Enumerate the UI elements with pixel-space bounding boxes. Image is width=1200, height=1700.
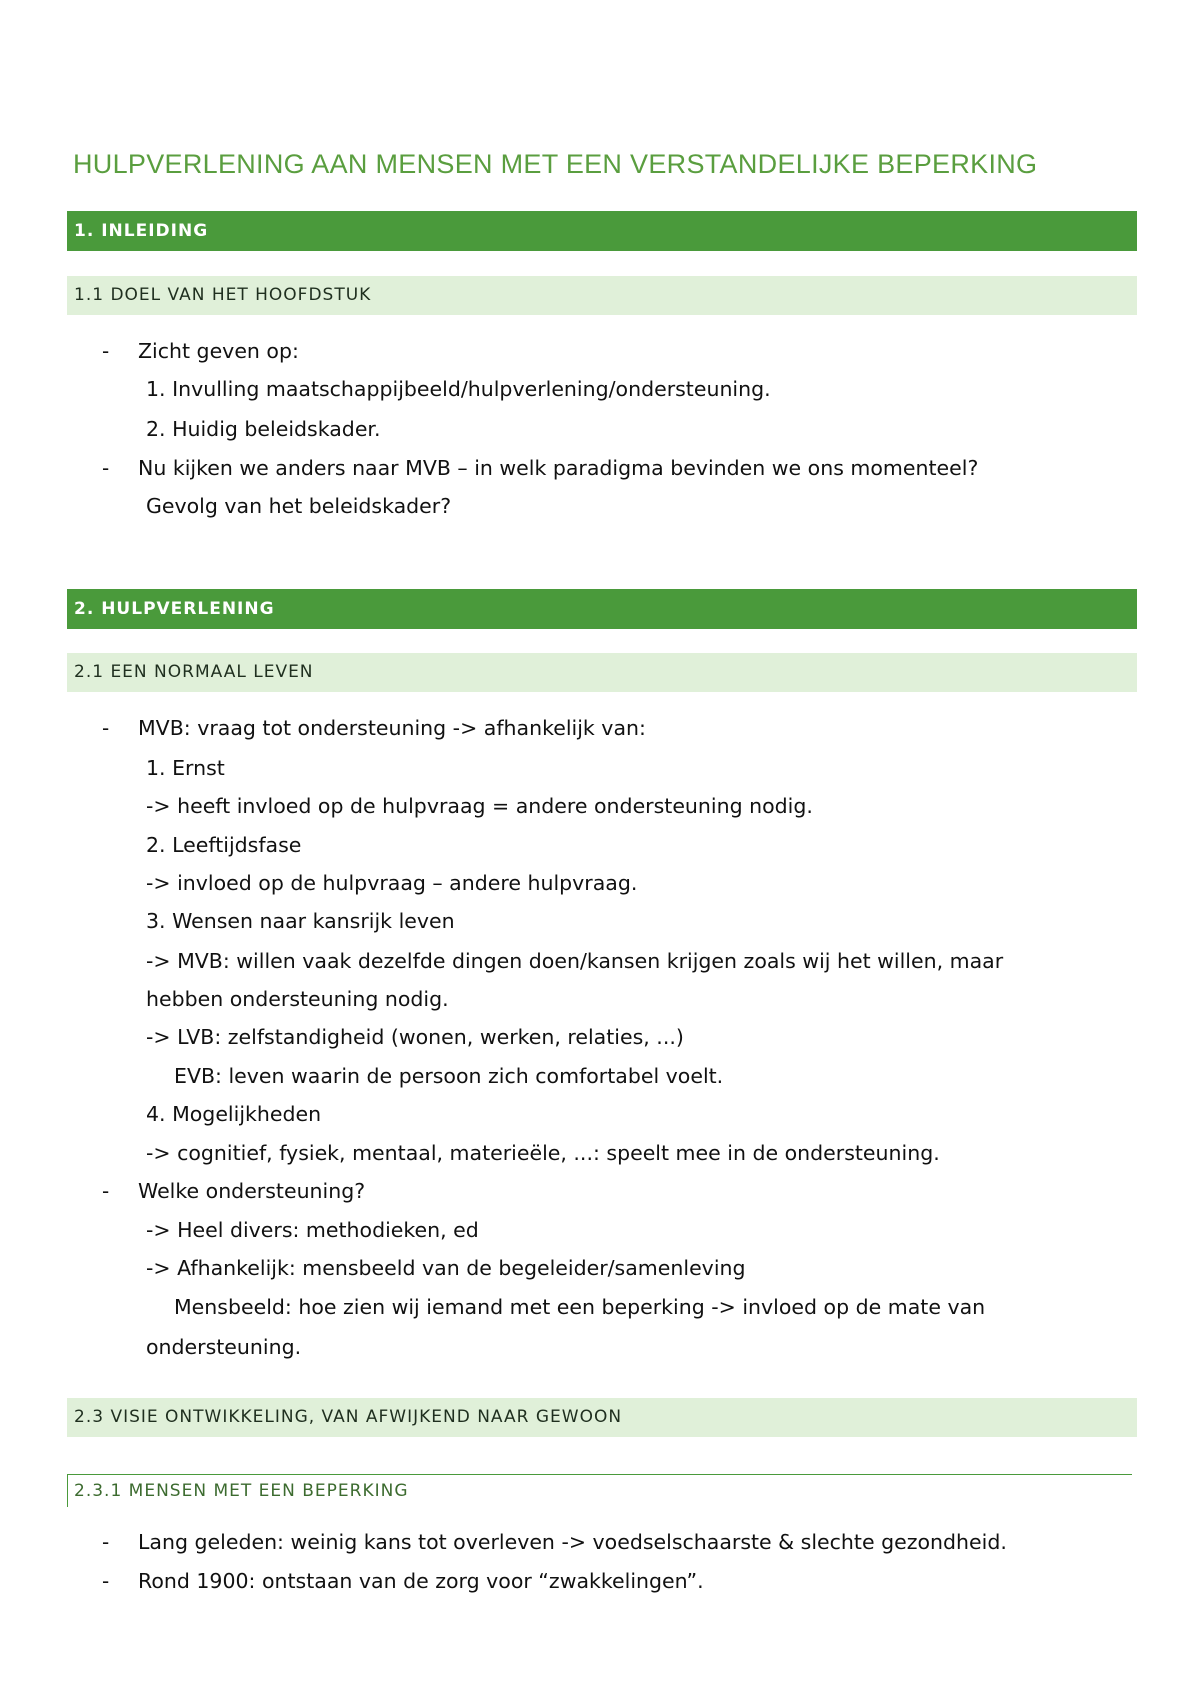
heading-doel-van-het-hoofdstuk: 1.1 DOEL VAN HET HOOFDSTUK: [67, 276, 1137, 315]
text-line: hebben ondersteuning nodig.: [146, 987, 449, 1011]
text-line: Mensbeeld: hoe zien wij iemand met een beperking -> invloed op de mate van: [174, 1295, 986, 1319]
text-line: MVB: vraag tot ondersteuning -> afhankelijk van:: [138, 716, 646, 740]
text-line: -> Heel divers: methodieken, ed: [146, 1218, 479, 1242]
numbered-item: 1. Ernst: [146, 756, 225, 780]
bullet-dash: -: [102, 1530, 110, 1554]
text-line: Lang geleden: weinig kans tot overleven -> voedselschaarste & slechte gezondheid.: [138, 1530, 1007, 1554]
bullet-dash: -: [102, 716, 110, 740]
document-title: HULPVERLENING AAN MENSEN MET EEN VERSTANDELIJKE BEPERKING: [73, 149, 1038, 179]
heading-visie-ontwikkeling: 2.3 VISIE ONTWIKKELING, VAN AFWIJKEND NAAR GEWOON: [67, 1398, 1137, 1437]
numbered-item: 2. Leeftijdsfase: [146, 833, 302, 857]
numbered-item: 2. Huidig beleidskader.: [146, 417, 381, 441]
numbered-item: 1. Invulling maatschappijbeeld/hulpverlening/ondersteuning.: [146, 377, 771, 401]
numbered-item: 4. Mogelijkheden: [146, 1102, 322, 1126]
heading-een-normaal-leven: 2.1 EEN NORMAAL LEVEN: [67, 653, 1137, 692]
text-line: -> LVB: zelfstandigheid (wonen, werken, relaties, ...): [146, 1025, 684, 1049]
bullet-dash: -: [102, 1179, 110, 1203]
text-line: Welke ondersteuning?: [138, 1179, 366, 1203]
text-line: Zicht geven op:: [138, 339, 299, 363]
text-line: -> heeft invloed op de hulpvraag = andere ondersteuning nodig.: [146, 794, 813, 818]
text-line: -> cognitief, fysiek, mentaal, materieële, ...: speelt mee in de ondersteuning.: [146, 1141, 940, 1165]
text-line: Rond 1900: ontstaan van de zorg voor “zwakkelingen”.: [138, 1569, 704, 1593]
heading-mensen-met-een-beperking: 2.3.1 MENSEN MET EEN BEPERKING: [67, 1474, 1132, 1507]
text-line: -> invloed op de hulpvraag – andere hulpvraag.: [146, 871, 638, 895]
numbered-item: 3. Wensen naar kansrijk leven: [146, 909, 455, 933]
text-line: -> Afhankelijk: mensbeeld van de begeleider/samenleving: [146, 1256, 746, 1280]
text-line: -> MVB: willen vaak dezelfde dingen doen/kansen krijgen zoals wij het willen, maar: [146, 949, 1004, 973]
text-line: Nu kijken we anders naar MVB – in welk paradigma bevinden we ons momenteel?: [138, 456, 979, 480]
bullet-dash: -: [102, 456, 110, 480]
heading-hulpverlening: 2. HULPVERLENING: [67, 589, 1137, 629]
text-line: Gevolg van het beleidskader?: [146, 494, 452, 518]
heading-inleiding: 1. INLEIDING: [67, 211, 1137, 251]
text-line: ondersteuning.: [146, 1335, 302, 1359]
bullet-dash: -: [102, 339, 110, 363]
bullet-dash: -: [102, 1569, 110, 1593]
text-line: EVB: leven waarin de persoon zich comfortabel voelt.: [174, 1064, 724, 1088]
